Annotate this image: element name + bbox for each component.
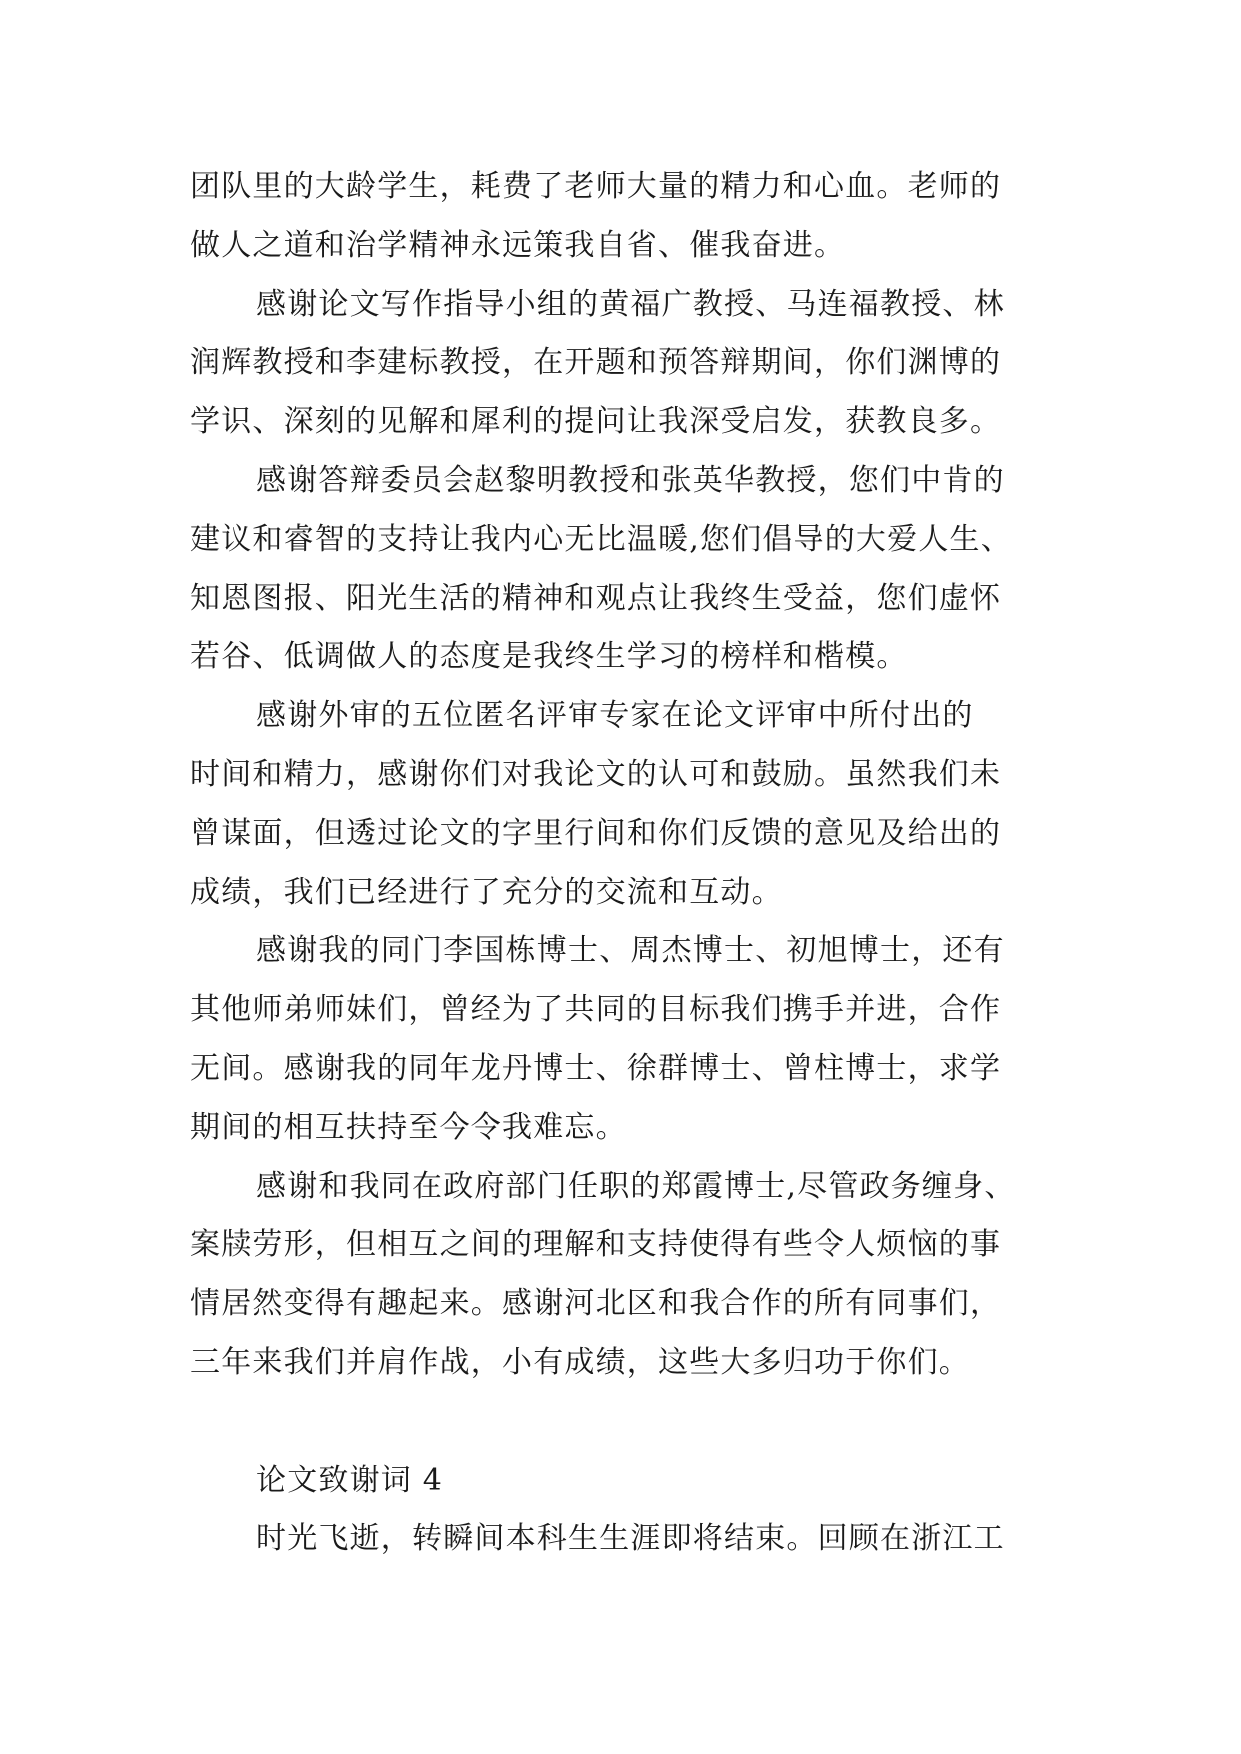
- text-line: 情居然变得有趣起来。感谢河北区和我合作的所有同事们，: [190, 1286, 1002, 1322]
- text-line: 三年来我们并肩作战，小有成绩，这些大多归功于你们。: [190, 1344, 970, 1380]
- text-line: 案牍劳形，但相互之间的理解和支持使得有些令人烦恼的事: [190, 1227, 1002, 1263]
- section-title: 论文致谢词 4: [256, 1462, 444, 1498]
- text-line: 知恩图报、阳光生活的精神和观点让我终生受益，您们虚怀: [190, 580, 1002, 616]
- text-line: 做人之道和治学精神永远策我自省、催我奋进。: [190, 227, 846, 263]
- text-line: 其他师弟师妹们，曾经为了共同的目标我们携手并进，合作: [190, 992, 1002, 1028]
- text-line: 无间。感谢我的同年龙丹博士、徐群博士、曾柱博士，求学: [190, 1050, 1002, 1086]
- text-line: 学识、深刻的见解和犀利的提问让我深受启发，获教良多。: [190, 404, 1002, 440]
- text-line: 建议和睿智的支持让我内心无比温暖,您们倡导的大爱人生、: [190, 521, 1012, 557]
- paragraph-start-line: 感谢外审的五位匿名评审专家在论文评审中所付出的: [256, 698, 974, 734]
- paragraph-start-line: 感谢论文写作指导小组的黄福广教授、马连福教授、林: [256, 286, 1005, 322]
- paragraph-start-line: 感谢和我同在政府部门任职的郑霞博士,尽管政务缠身、: [256, 1168, 1016, 1204]
- text-line: 成绩，我们已经进行了充分的交流和互动。: [190, 874, 783, 910]
- text-line: 若谷、低调做人的态度是我终生学习的榜样和楷模。: [190, 639, 908, 675]
- text-line: 团队里的大龄学生，耗费了老师大量的精力和心血。老师的: [190, 169, 1002, 204]
- text-line: 期间的相互扶持至今令我难忘。: [190, 1109, 627, 1145]
- section-spacer: [190, 1393, 1050, 1452]
- paragraph-start-line: 感谢我的同门李国栋博士、周杰博士、初旭博士，还有: [256, 933, 1005, 969]
- paragraph-start-line: 感谢答辩委员会赵黎明教授和张英华教授，您们中肯的: [256, 462, 1005, 498]
- paragraph-start-line: 时光飞逝，转瞬间本科生生涯即将结束。回顾在浙江工: [256, 1521, 1005, 1557]
- text-line: 曾谋面，但透过论文的字里行间和你们反馈的意见及给出的: [190, 815, 1002, 851]
- text-line: 时间和精力，感谢你们对我论文的认可和鼓励。虽然我们未: [190, 756, 1002, 792]
- text-line: 润辉教授和李建标教授，在开题和预答辩期间，你们渊博的: [190, 345, 1002, 381]
- document-body: [190, 158, 1050, 1569]
